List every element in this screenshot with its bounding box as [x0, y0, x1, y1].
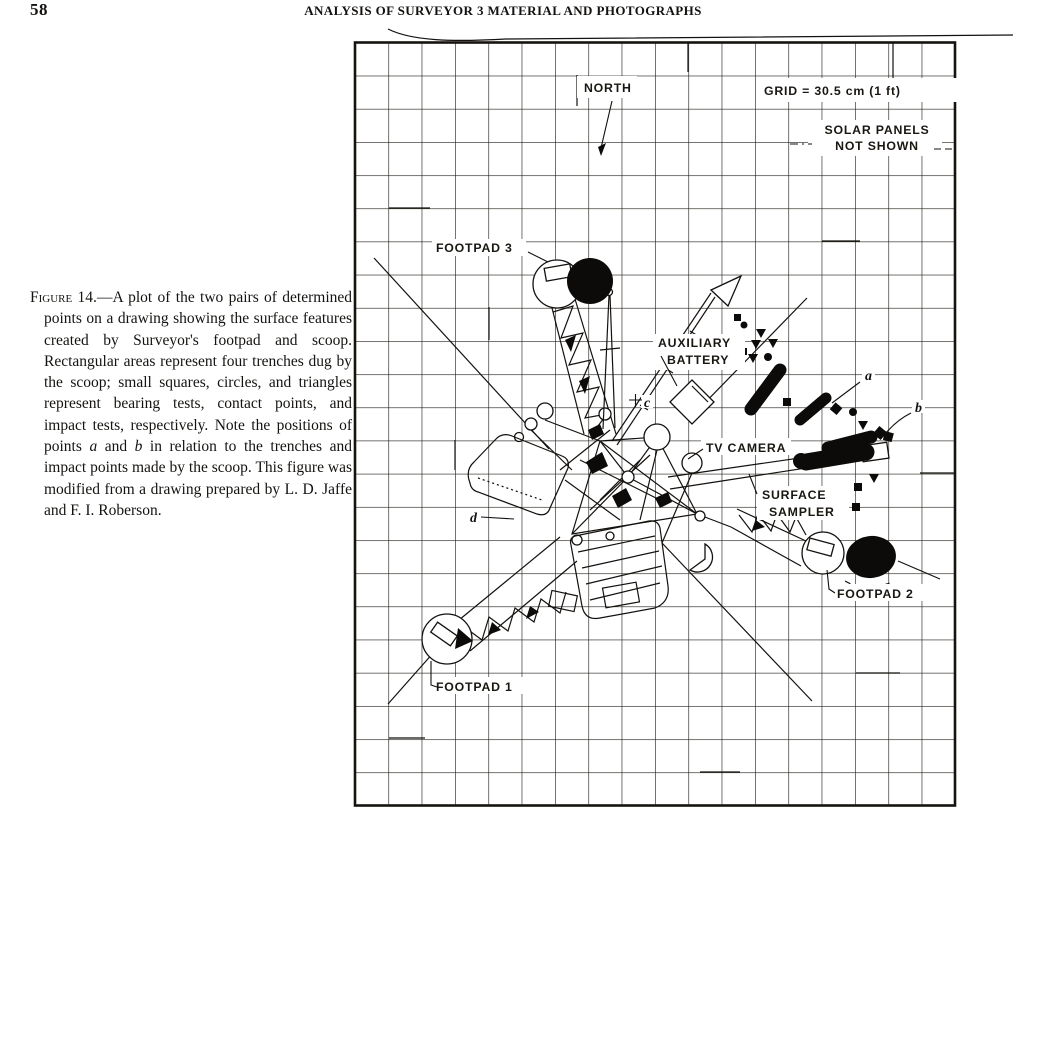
surface-sampler-label-line1: SURFACE — [762, 488, 827, 502]
solar-panels-label-line2: NOT SHOWN — [835, 139, 919, 153]
tv-camera-label: TV CAMERA — [706, 441, 787, 455]
caption-point-b: b — [134, 438, 143, 456]
point-c-label: c — [644, 396, 651, 411]
footpad-1-shape — [422, 614, 473, 664]
running-header-title: ANALYSIS OF SURVEYOR 3 MATERIAL AND PHOTOGRAPHS — [304, 3, 702, 18]
solar-panels-label-line1: SOLAR PANELS — [824, 123, 930, 137]
footpad-1-label: FOOTPAD 1 — [436, 680, 513, 694]
caption-text-2: and — [97, 438, 135, 456]
surface-sampler-label-line2: SAMPLER — [769, 505, 835, 519]
point-a-label: a — [865, 369, 872, 384]
footpad-2-shape — [802, 532, 844, 574]
caption-figure-label: Figure 14. — [30, 289, 97, 306]
caption-text-3: in relation to the trenches and impact points made by the scoop. This figure was modified from a drawing prepared by L. D. Jaffe and F. I. Roberson. — [44, 438, 352, 519]
footpad-3-label: FOOTPAD 3 — [436, 241, 513, 255]
north-label: NORTH — [584, 81, 632, 95]
footpad-3-imprint — [567, 258, 613, 304]
auxiliary-battery-label-line1: AUXILIARY — [658, 336, 732, 350]
point-d-label: d — [470, 511, 477, 526]
page-number: 58 — [30, 0, 48, 19]
footpad-2-label: FOOTPAD 2 — [837, 587, 914, 601]
figure-top-border-line — [388, 29, 1013, 40]
grid-scale-label: GRID = 30.5 cm (1 ft) — [764, 84, 901, 98]
caption-text-1: —A plot of the two pairs of determined points on a drawing showing the surface features created by Surveyor's footpad and scoop. Rectangular areas represent four trenches dug by the scoop; small squares, circles, and triangles represent bearing tests, contact points, and impact tests, respectively. Note the positions of points — [44, 289, 353, 456]
caption-point-a: a — [89, 438, 98, 456]
auxiliary-battery-label-line2: BATTERY — [667, 353, 730, 367]
point-b-label: b — [915, 401, 922, 416]
